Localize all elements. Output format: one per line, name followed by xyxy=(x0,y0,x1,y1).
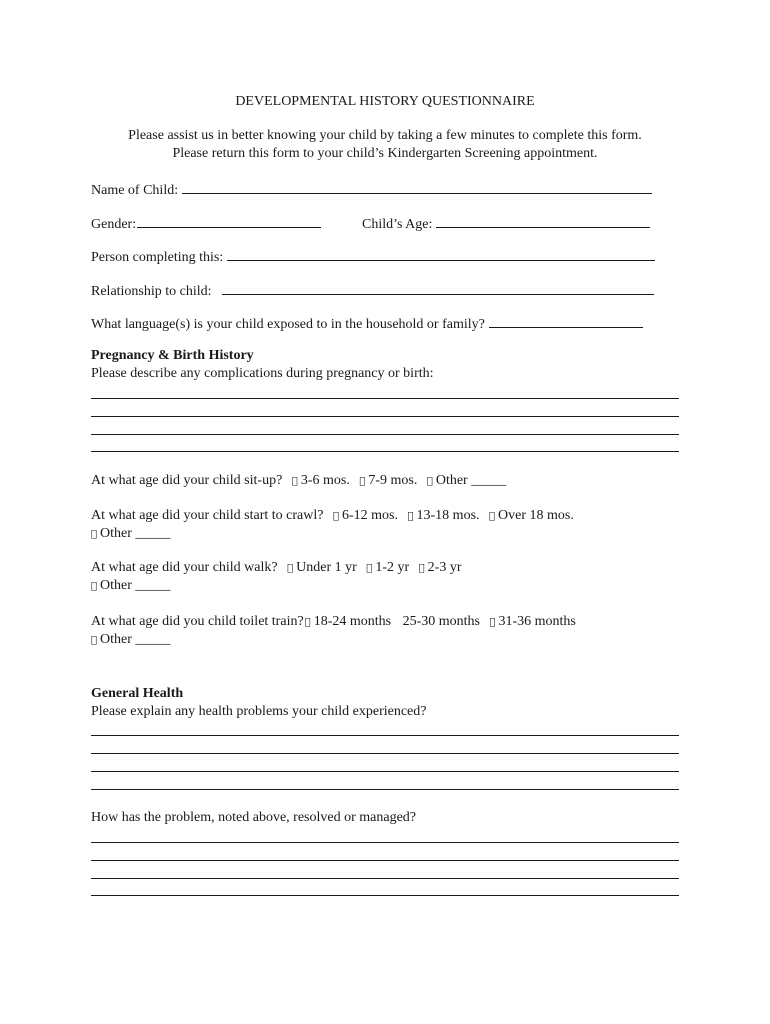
name-row xyxy=(91,180,652,200)
page-title: DEVELOPMENTAL HISTORY QUESTIONNAIRE xyxy=(235,94,535,109)
health-answer-line[interactable] xyxy=(91,735,679,736)
walk-option: 2-3 yr xyxy=(409,560,444,575)
checkbox-icon[interactable] xyxy=(489,617,495,628)
pregnancy-answer-line[interactable] xyxy=(91,451,679,452)
checkbox-icon[interactable] xyxy=(91,581,97,592)
name-field[interactable] xyxy=(182,180,652,194)
person-label: Person completing this: xyxy=(91,250,224,265)
intro-line-1: Please assist us in better knowing your child by taking a few minutes to complete this form. xyxy=(128,128,642,143)
health-heading: General Health xyxy=(91,686,184,701)
relationship-field[interactable] xyxy=(222,281,654,295)
crawl-option: Over 18 mos. xyxy=(479,508,556,523)
checkbox-icon[interactable] xyxy=(366,563,372,574)
walk-question-row xyxy=(91,559,461,578)
checkbox-icon[interactable] xyxy=(408,511,414,522)
checkbox-icon[interactable] xyxy=(287,563,293,574)
toilet-question: At what age did you child toilet train? xyxy=(91,614,304,629)
walk-other-row xyxy=(91,577,170,596)
walk-other: Other _____ xyxy=(94,578,165,593)
toilet-option: 31-36 months xyxy=(489,614,568,629)
crawl-other-row xyxy=(91,525,170,544)
toilet-other-row xyxy=(91,631,170,650)
checkbox-icon[interactable] xyxy=(304,617,308,628)
gender-field[interactable] xyxy=(137,214,321,228)
person-row xyxy=(91,247,655,267)
walk-option: 1-2 yr xyxy=(363,560,398,575)
pregnancy-answer-line[interactable] xyxy=(91,434,679,435)
sit-option: Other _____ xyxy=(417,473,489,488)
health-answer-line[interactable] xyxy=(91,789,679,790)
intro-line-2: Please return this form to your child’s Kindergarten Screening appointment. xyxy=(172,146,598,161)
walk-option: Under 1 yr xyxy=(290,560,351,575)
checkbox-icon[interactable] xyxy=(292,476,298,487)
followup-prompt: How has the problem, noted above, resolved or managed? xyxy=(91,810,417,825)
language-row xyxy=(91,314,643,334)
crawl-question-row xyxy=(91,507,574,526)
pregnancy-heading: Pregnancy & Birth History xyxy=(91,348,254,363)
crawl-question: At what age did your child start to crawl? xyxy=(91,508,324,523)
sit-option: 3-6 mos. xyxy=(294,473,344,488)
name-label: Name of Child: xyxy=(91,183,179,198)
checkbox-icon[interactable] xyxy=(359,476,365,487)
checkbox-icon[interactable] xyxy=(427,476,433,487)
crawl-other: Other _____ xyxy=(94,526,165,541)
sit-question-row xyxy=(91,472,506,491)
walk-question: At what age did your child walk? xyxy=(91,560,278,575)
checkbox-icon[interactable] xyxy=(91,635,97,646)
toilet-option: 18-24 months xyxy=(310,614,389,629)
toilet-other: Other _____ xyxy=(94,632,165,647)
crawl-option: 13-18 mos. xyxy=(404,508,468,523)
health-answer-line[interactable] xyxy=(91,753,679,754)
relationship-label: Relationship to child: xyxy=(91,284,212,299)
checkbox-icon[interactable] xyxy=(91,529,97,540)
age-row xyxy=(362,214,650,234)
health-prompt: Please explain any health problems your child experienced? xyxy=(91,704,427,719)
checkbox-icon[interactable] xyxy=(333,511,339,522)
sit-option: 7-9 mos. xyxy=(356,473,406,488)
pregnancy-answer-line[interactable] xyxy=(91,416,679,417)
language-label: What language(s) is your child exposed to in the household or family? xyxy=(91,317,485,332)
sit-question: At what age did your child sit-up? xyxy=(91,473,283,488)
followup-answer-line[interactable] xyxy=(91,878,679,879)
gender-label: Gender: xyxy=(91,217,137,232)
age-field[interactable] xyxy=(436,214,650,228)
toilet-option: 25-30 months xyxy=(399,614,478,629)
person-field[interactable] xyxy=(227,247,655,261)
relationship-row xyxy=(91,281,654,301)
pregnancy-answer-line[interactable] xyxy=(91,398,679,399)
health-answer-line[interactable] xyxy=(91,771,679,772)
language-field[interactable] xyxy=(489,314,643,328)
checkbox-icon[interactable] xyxy=(419,563,425,574)
crawl-option: 6-12 mos. xyxy=(335,508,392,523)
followup-answer-line[interactable] xyxy=(91,842,679,843)
followup-answer-line[interactable] xyxy=(91,860,679,861)
pregnancy-prompt: Please describe any complications during pregnancy or birth: xyxy=(91,366,434,381)
followup-answer-line[interactable] xyxy=(91,895,679,896)
gender-row xyxy=(91,214,321,234)
checkbox-icon[interactable] xyxy=(489,511,495,522)
toilet-question-row xyxy=(91,613,576,632)
age-label: Child’s Age: xyxy=(362,217,433,232)
